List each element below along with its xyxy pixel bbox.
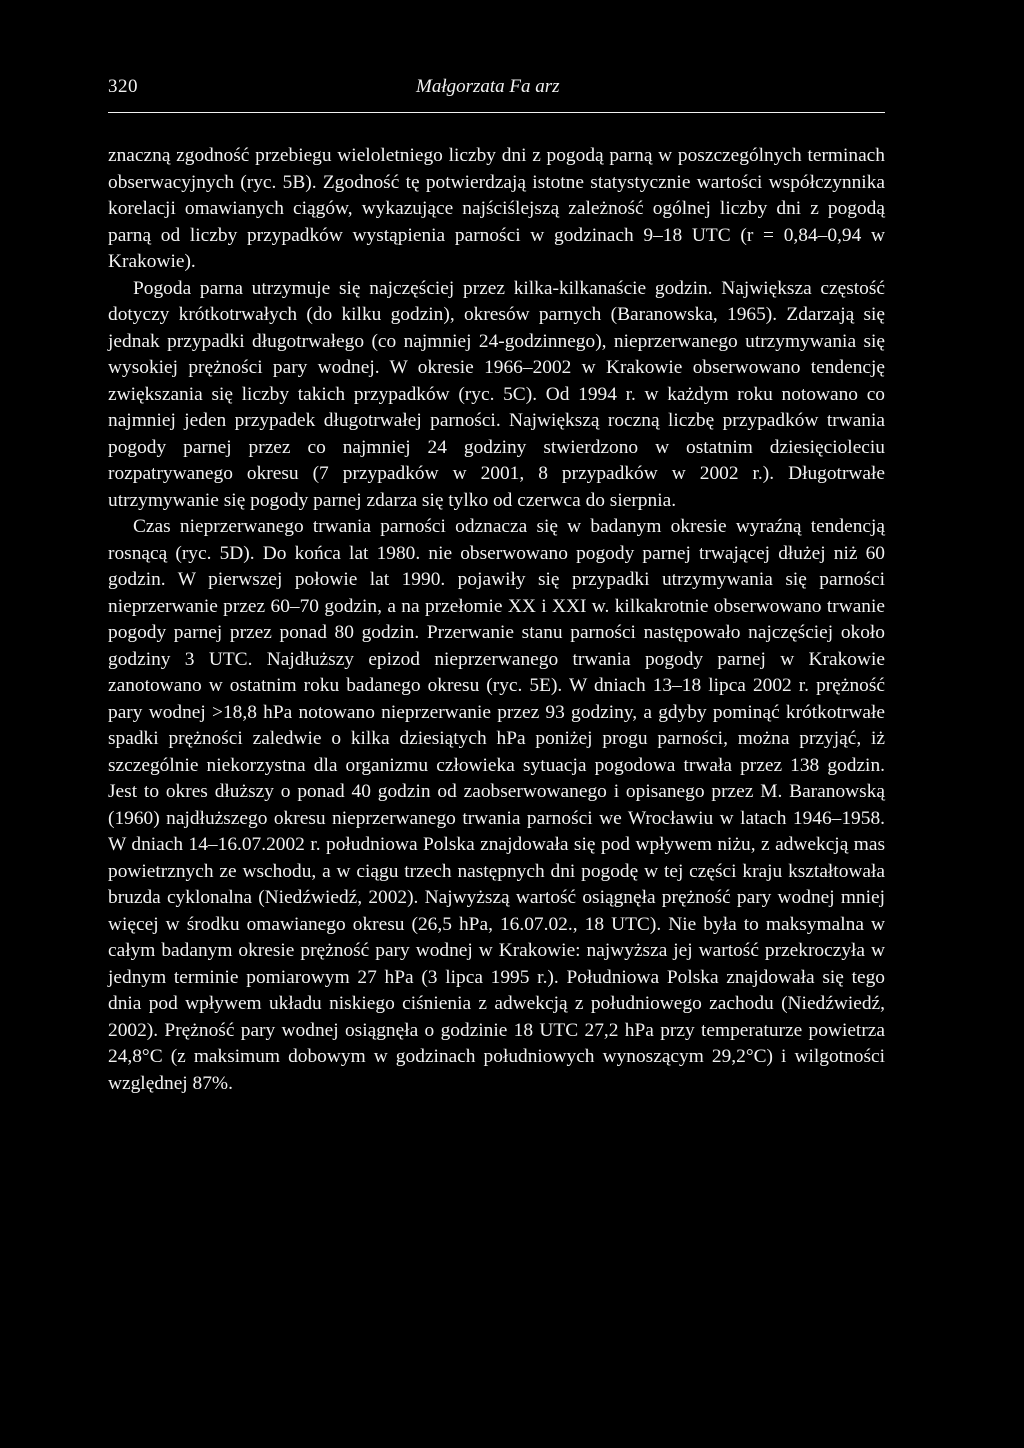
paragraph: znaczną zgodność przebiegu wieloletniego liczby dni z pogodą parną w poszczególnych terminach obserwacyjnych (ryc. 5B). Zgodność tę potwierdzają istotne statystycznie wartości współczynnika korelacji omawianych ciągów, wykazujące najściślejszą zależność ogólnej liczby dni z pogodą parną od liczby przypadków wystąpienia parności w godzinach 9–18 UTC (r = 0,84–0,94 w Krakowie). [108,145,885,272]
page-number: 320 [108,76,138,97]
page [108,76,885,1097]
body-text [108,143,885,1097]
paragraph: Pogoda parna utrzymuje się najczęściej przez kilka-kilkanaście godzin. Największa częstość dotyczy krótkotrwałych (do kilku godzin), okresów parnych (Baranowska, 1965). Zdarzają się jednak przypadki długotrwałego (co najmniej 24-godzinnego), nieprzerwanego utrzymywania się wysokiej prężności pary wodnej. W okresie 1966–2002 w Krakowie obserwowano tendencję zwiększania się liczby takich przypadków (ryc. 5C). Od 1994 r. w każdym roku notowano co najmniej jeden przypadek długotrwałej parności. Największą roczną liczbę przypadków trwania pogody parnej przez co najmniej 24 godziny stwierdzono w ostatnim dziesięcioleciu rozpatrywanego okresu (7 przypadków w 2001, 8 przypadków w 2002 r.). Długotrwałe utrzymywanie się pogody parnej zdarza się tylko od czerwca do sierpnia. [108,277,885,511]
running-head-author: Małgorzata Fa arz [416,76,560,97]
header-rule [108,112,885,113]
running-head [108,76,885,108]
paragraph: Czas nieprzerwanego trwania parności odznacza się w badanym okresie wyraźną tendencją rosnącą (ryc. 5D). Do końca lat 1980. nie obserwowano pogody parnej trwającej dłużej niż 60 godzin. W pierwszej połowie lat 1990. pojawiły się przypadki utrzymywania się parności nieprzerwanie przez 60–70 godzin, a na przełomie XX i XXI w. kilkakrotnie obserwowano trwanie pogody parnej przez ponad 80 godzin. Przerwanie stanu parności następowało najczęściej około godziny 3 UTC. Najdłuższy epizod nieprzerwanego trwania pogody parnej w Krakowie zanotowano w ostatnim roku badanego okresu (ryc. 5E). W dniach 13–18 lipca 2002 r. prężność pary wodnej >18,8 hPa notowano nieprzerwanie przez 93 godziny, a gdyby pominąć krótkotrwałe spadki prężności zaledwie o kilka dziesiątych hPa poniżej progu parności, można przyjąć, iż szczególnie niekorzystna dla organizmu człowieka sytuacja pogodowa trwała przez 138 godzin. Jest to okres dłuższy o ponad 40 godzin od zaobserwowanego i opisanego przez M. Baranowską (1960) najdłuższego okresu nieprzerwanego trwania parności we Wrocławiu w latach 1946–1958. W dniach 14–16.07.2002 r. południowa Polska znajdowała się pod wpływem niżu, z adwekcją mas powietrznych ze wschodu, a w ciągu trzech następnych dni pogodę w tej części kraju kształtowała bruzda cyklonalna (Niedźwiedź, 2002). Najwyższą wartość osiągnęła prężność pary wodnej mniej więcej w środku omawianego okresu (26,5 hPa, 16.07.02., 18 UTC). Nie była to maksymalna w całym badanym okresie prężność pary wodnej w Krakowie: najwyższa jej wartość przekroczyła w jednym terminie pomiarowym 27 hPa (3 lipca 1995 r.). Południowa Polska znajdowała się tego dnia pod wpływem układu niskiego ciśnienia z adwekcją z południowego zachodu (Niedźwiedź, 2002). Prężność pary wodnej osiągnęła o godzinie 18 UTC 27,2 hPa przy temperaturze powietrza 24,8°C (z maksimum dobowym w godzinach południowych wynoszącym 29,2°C) i wilgotności względnej 87%. [108,516,885,1094]
